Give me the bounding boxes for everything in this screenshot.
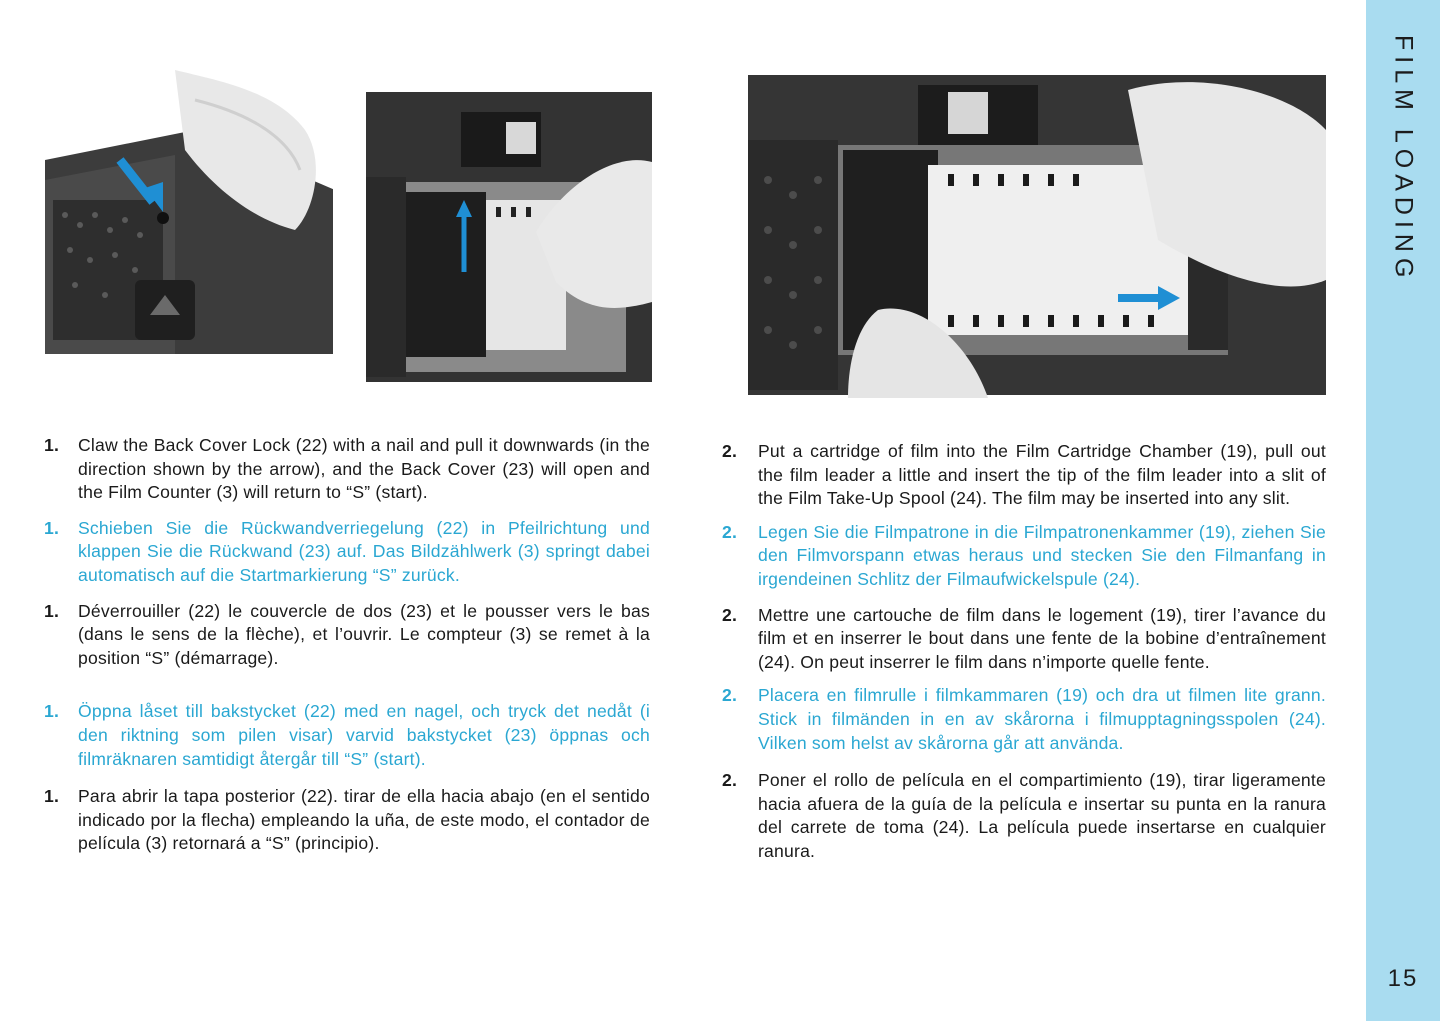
step-number: 2. — [722, 770, 738, 791]
photo-back-cover-lock — [45, 70, 333, 354]
step2-sv — [722, 684, 1326, 755]
step-number: 2. — [722, 685, 738, 706]
page-number: 15 — [1387, 965, 1419, 992]
right-column — [722, 440, 1326, 864]
step-number: 1. — [44, 786, 60, 807]
photo-film-leader-insertion — [748, 70, 1326, 398]
step-text: Para abrir la tapa posterior (22). tirar de ella hacia abajo (en el sentido indicado por la flecha) empleando la uña, de este modo, el contador de película (3) retornará a “S” (principio). — [78, 786, 650, 854]
step-number: 1. — [44, 600, 60, 621]
step-text: Claw the Back Cover Lock (22) with a nail and pull it downwards (in the direction shown by the arrow), and the Back Cover (23) will open and the Film Counter (3) will return to “S” (start). — [78, 435, 650, 503]
step-text: Öppna låset till bakstycket (22) med en nagel, och tryck det nedåt (i den riktning som pilen visar) varvid bakstycket (23) öppnas och filmräknaren samtidigt återgår till “S” (start). — [78, 701, 650, 769]
step-number: 1. — [44, 435, 60, 455]
step2-en — [722, 440, 1326, 511]
step-text: Poner el rollo de película en el compartimiento (19), tirar ligeramente hacia afuera de la guía de la película e insertar su punta en la ranura del carrete de toma (24). La película puede insertarse en cualquier ranura. — [758, 770, 1326, 861]
step-text: Legen Sie die Filmpatrone in die Filmpatronenkammer (19), ziehen Sie den Filmvorspann etwas heraus und stecken Sie den Filmanfang in irgendeinen Schlitz der Filmaufwickelspule (24). — [758, 521, 1326, 589]
left-column — [44, 434, 650, 856]
step1-en — [44, 434, 650, 505]
step1-sv — [44, 700, 650, 771]
step2-de — [722, 521, 1326, 592]
step2-fr — [722, 604, 1326, 675]
step1-es — [44, 785, 650, 856]
photo-cartridge-insertion — [366, 82, 652, 382]
step-number: 1. — [44, 701, 60, 722]
step-text: Placera en filmrulle i filmkammaren (19) och dra ut filmen lite grann. Stick in filmänden in en av skårorna i filmupptagningsspolen (24). Vilken som helst av skårorna går att använda. — [758, 685, 1326, 753]
section-sidebar — [1366, 0, 1440, 1021]
step-number: 2. — [722, 521, 738, 542]
step1-de — [44, 517, 650, 588]
step1-fr — [44, 600, 650, 671]
section-title: FILM LOADING — [1389, 35, 1418, 284]
step-text: Put a cartridge of film into the Film Cartridge Chamber (19), pull out the film leader a little and insert the tip of the film leader into a slit of the Film Take-Up Spool (24). The film may be inserted into any slit. — [758, 441, 1326, 509]
step-text: Schieben Sie die Rückwandverriegelung (22) in Pfeilrichtung und klappen Sie die Rückwand (23) auf. Das Bildzählwerk (3) springt dabei automatisch auf die Startmarkierung “S” zurück. — [78, 517, 650, 585]
step-number: 2. — [722, 604, 738, 625]
step-text: Déverrouiller (22) le couvercle de dos (23) et le pousser vers le bas (dans le sens de la flèche), et l’ouvrir. Le compteur (3) se remet à la position “S” (démarrage). — [78, 600, 650, 668]
step-text: Mettre une cartouche de film dans le logement (19), tirer l’avance du film et en inserrer le bout dans une fente de la bobine d’entraînement (24). On peut inserrer le film dans n’importe quelle fente. — [758, 604, 1326, 672]
step-number: 2. — [722, 441, 738, 461]
step2-es — [722, 769, 1326, 863]
step-number: 1. — [44, 517, 60, 538]
